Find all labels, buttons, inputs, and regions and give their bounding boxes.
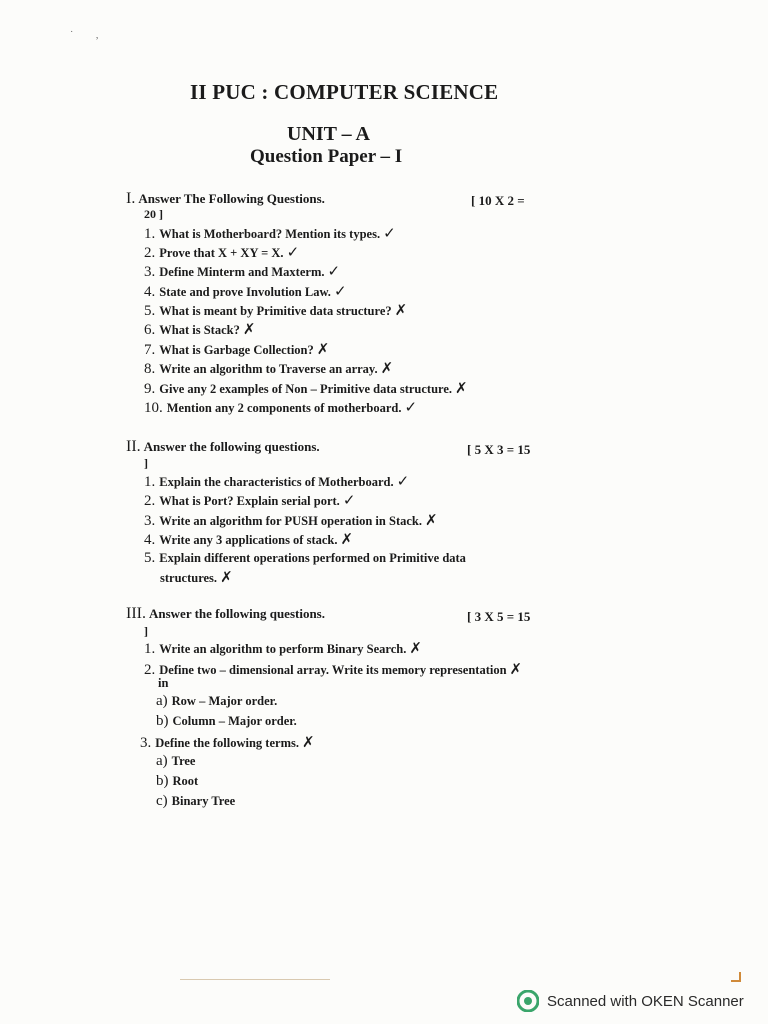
scanner-logo-icon [517, 990, 539, 1012]
section-marks-cont: ] [144, 624, 148, 638]
question-item: 4. State and prove Involution Law. ✓ [144, 282, 347, 300]
question-item: 7. What is Garbage Collection? ✗ [144, 340, 330, 358]
section-instruction: Answer The Following Questions. [138, 191, 325, 206]
cross-mark-icon: ✗ [220, 568, 233, 586]
question-item: 3. Define Minterm and Maxterm. ✓ [144, 262, 341, 280]
scan-corner-mark [731, 972, 741, 982]
section-numeral: III. [126, 605, 146, 622]
section-heading [126, 438, 320, 456]
tick-mark-icon: ✓ [396, 472, 410, 490]
question-item: 1. Explain the characteristics of Motherboard. ✓ [144, 472, 410, 490]
section-numeral: I. [126, 190, 136, 207]
sub-question-item: a) Row – Major order. [156, 693, 278, 709]
cross-mark-icon: ✗ [380, 359, 394, 377]
question-item: 3. Write an algorithm for PUSH operation in Stack. ✗ [144, 511, 438, 529]
question-item: 5. Explain different operations performed on Primitive data [144, 550, 466, 566]
cross-mark-icon: ✗ [455, 379, 468, 397]
cross-mark-icon: ✗ [394, 301, 408, 319]
paper-title: II PUC : COMPUTER SCIENCE [190, 80, 499, 104]
tick-mark-icon: ✓ [342, 491, 356, 509]
scan-specks: ˙ , [70, 30, 99, 41]
question-continuation: in [158, 676, 169, 690]
section-instruction: Answer the following questions. [148, 606, 325, 621]
tick-mark-icon: ✓ [383, 224, 396, 242]
section-marks: [ 5 X 3 = 15 [467, 442, 531, 457]
sub-question-item: b) Root [156, 773, 199, 789]
section-marks-cont: 20 ] [144, 207, 163, 221]
section-marks: [ 3 X 5 = 15 [467, 609, 531, 624]
question-item: 6. What is Stack? ✗ [144, 320, 256, 338]
tick-mark-icon: ✓ [327, 262, 341, 280]
scanner-text: Scanned with OKEN Scanner [547, 992, 744, 1010]
paper-subtitle: Question Paper – I [250, 146, 403, 167]
question-item: 1. What is Motherboard? Mention its types. ✓ [144, 224, 396, 242]
section-instruction: Answer the following questions. [143, 439, 320, 454]
cross-mark-icon: ✗ [409, 639, 422, 657]
question-item: 1. Write an algorithm to perform Binary Search. ✗ [144, 639, 422, 657]
section-numeral: II. [126, 438, 141, 455]
section-heading [126, 605, 325, 623]
question-continuation: structures. ✗ [160, 568, 233, 586]
section-marks-cont: ] [144, 456, 148, 470]
section-heading [126, 190, 325, 208]
scan-edge-line [180, 979, 330, 980]
tick-mark-icon: ✓ [286, 243, 300, 261]
scanner-watermark [517, 990, 744, 1012]
cross-mark-icon: ✗ [242, 320, 256, 338]
question-item: 2. Define two – dimensional array. Write its memory representation ✗ [144, 660, 523, 678]
sub-question-item: a) Tree [156, 753, 196, 769]
cross-mark-icon: ✗ [340, 530, 354, 548]
unit-heading: UNIT – A [287, 123, 370, 145]
question-item: 5. What is meant by Primitive data structure? ✗ [144, 301, 408, 319]
cross-mark-icon: ✗ [509, 660, 523, 678]
question-item: 4. Write any 3 applications of stack. ✗ [144, 530, 354, 548]
cross-mark-icon: ✗ [424, 511, 438, 529]
question-item: 9. Give any 2 examples of Non – Primitive data structure. ✗ [144, 379, 468, 397]
question-item: 2. What is Port? Explain serial port. ✓ [144, 491, 356, 509]
sub-question-item: b) Column – Major order. [156, 713, 297, 729]
question-item: 8. Write an algorithm to Traverse an array. ✗ [144, 359, 394, 377]
tick-mark-icon: ✓ [333, 282, 347, 300]
section-marks: [ 10 X 2 = [471, 193, 525, 208]
tick-mark-icon: ✓ [404, 398, 418, 416]
question-item: 3. Define the following terms. ✗ [140, 733, 315, 751]
cross-mark-icon: ✗ [316, 340, 330, 358]
sub-question-item: c) Binary Tree [156, 793, 236, 809]
question-item: 10. Mention any 2 components of motherboard. ✓ [144, 398, 418, 416]
question-item: 2. Prove that X + XY = X. ✓ [144, 243, 300, 261]
cross-mark-icon: ✗ [301, 733, 315, 751]
